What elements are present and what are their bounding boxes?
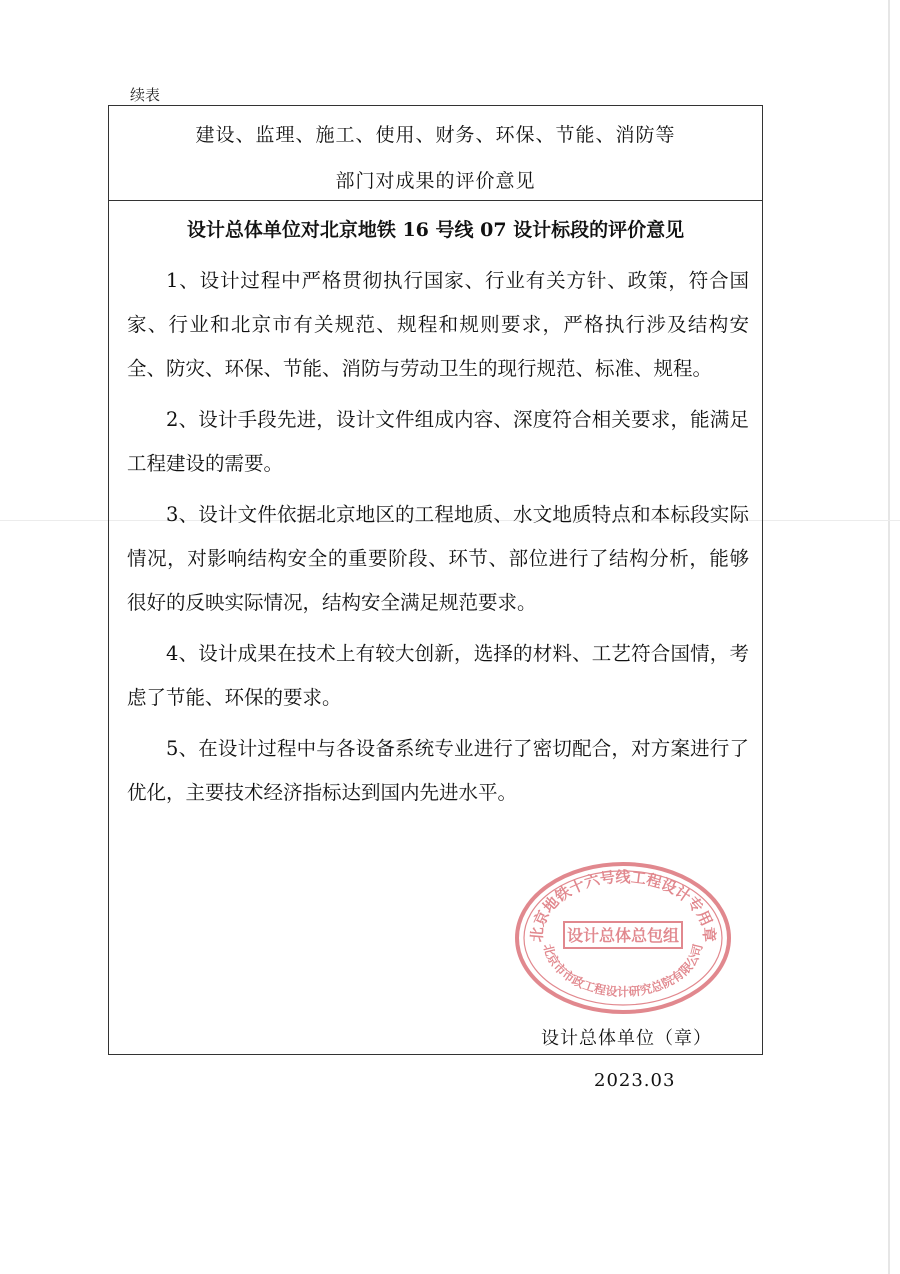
opinion-paragraph-5: 5、在设计过程中与各设备系统专业进行了密切配合，对方案进行了优化，主要技术经济指标达到国内先进水平。	[127, 737, 749, 804]
opinion-paragraph-1: 1、设计过程中严格贯彻执行国家、行业有关方针、政策，符合国家、行业和北京市有关规范、规程和规则要求，严格执行涉及结构安全、防灾、环保、节能、消防与劳动卫生的现行规范、标准、规程。	[127, 269, 749, 380]
header-line-opinion: 部门对成果的评价意见	[335, 170, 536, 192]
signer-label: 设计总体单位（章）	[541, 1028, 712, 1049]
sign-date: 2023.03	[594, 1070, 676, 1091]
official-seal-stamp	[512, 860, 734, 1016]
opinion-paragraph-3: 3、设计文件依据北京地区的工程地质、水文地质特点和本标段实际情况，对影响结构安全的重要阶段、环节、部位进行了结构分析，能够很好的反映实际情况，结构安全满足规范要求。	[127, 503, 749, 614]
seal-bottom-text: 北京市市政工程设计研究总院有限公司	[540, 942, 706, 999]
scan-edge	[888, 0, 890, 1274]
opinion-title: 设计总体单位对北京地铁 16 号线 07 设计标段的评价意见	[186, 219, 685, 241]
seal-inner-text: 设计总体总包组	[566, 926, 680, 945]
header-line-departments: 建设、监理、施工、使用、财务、环保、节能、消防等	[195, 124, 676, 146]
opinion-paragraph-2: 2、设计手段先进，设计文件组成内容、深度符合相关要求，能满足工程建设的需要。	[127, 408, 749, 475]
opinion-paragraph-4: 4、设计成果在技术上有较大创新，选择的材料、工艺符合国情，考虑了节能、环保的要求。	[127, 642, 749, 709]
seal-outer-text: 北京地铁十六号线工程设计专用章	[527, 868, 719, 943]
table-caption: 续表	[130, 86, 161, 104]
form-header-cell	[109, 106, 762, 201]
opinion-paragraphs	[127, 259, 749, 822]
